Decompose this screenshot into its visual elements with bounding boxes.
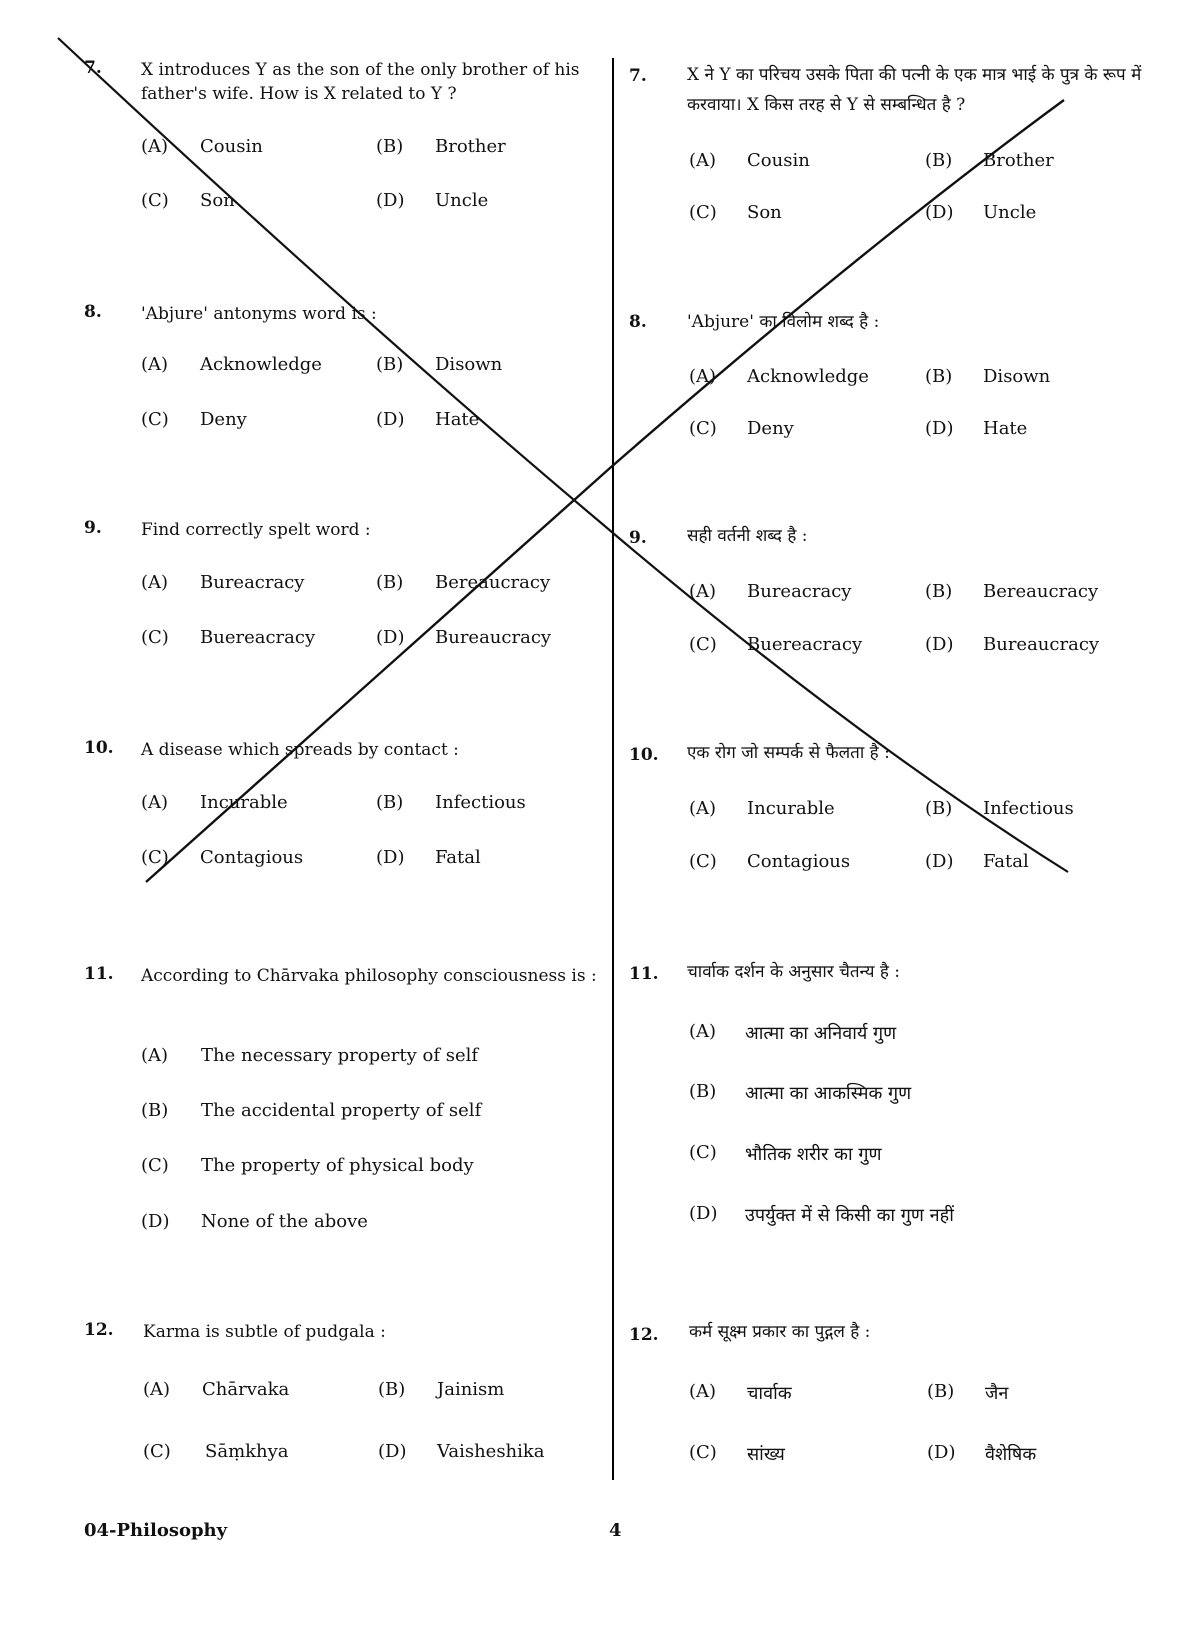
option-a: (A) चार्वाक [689,1381,792,1404]
cross-stroke-ascending [146,100,1100,882]
option-d: (D) Uncle [925,202,1037,223]
option-d: (D) Uncle [376,190,489,211]
question-number: 10. [629,745,659,765]
question-number: 9. [629,528,647,548]
option-a: (A) Cousin [689,150,810,171]
question-number: 8. [84,302,102,322]
option-b: (B) Disown [376,354,503,375]
question-text: एक रोग जो सम्पर्क से फैलता है : [687,743,890,763]
option-a: (A) Cousin [141,136,263,157]
option-d: (D) Vaisheshika [378,1441,545,1462]
option-d: (D) Hate [376,409,480,430]
question-text: According to Chārvaka philosophy consciousness is : [141,966,597,986]
question-text: सही वर्तनी शब्द है : [687,526,808,546]
question-number: 9. [84,518,102,538]
option-b: (B) Brother [376,136,506,157]
option-d: (D) उपर्युक्त में से किसी का गुण नहीं [689,1203,954,1226]
question-text: चार्वाक दर्शन के अनुसार चैतन्य है : [687,962,900,982]
option-b: (B) Jainism [378,1379,505,1400]
option-a: (A) Bureacracy [689,581,852,602]
option-d: (D) Bureaucracy [925,634,1100,655]
option-c: (C) Contagious [141,847,304,868]
question-text: कर्म सूक्ष्म प्रकार का पुद्गल है : [689,1322,871,1342]
question-text: 'Abjure' का विलोम शब्द है : [687,312,880,332]
question-text: X introduces Y as the son of the only brother of his father's wife. How is X related to Y ? [141,60,580,104]
option-d: (D) None of the above [141,1211,368,1232]
option-c: (C) भौतिक शरीर का गुण [689,1142,882,1165]
option-c: (C) Buereacracy [141,627,316,648]
option-c: (C) Buereacracy [689,634,863,655]
option-a: (A) Bureacracy [141,572,305,593]
option-b: (B) Infectious [925,798,1074,819]
option-b: (B) आत्मा का आकस्मिक गुण [689,1081,912,1104]
question-text: Find correctly spelt word : [141,520,371,540]
option-a: (A) The necessary property of self [141,1045,479,1066]
option-c: (C) Sāṃkhya [143,1441,289,1462]
option-d: (D) Hate [925,418,1028,439]
question-text: X ने Y का परिचय उसके पिता की पत्नी के एक मात्र भाई के पुत्र के रूप में करवाया। X किस तरह से Y से सम्बन्धित है ? [687,65,1142,115]
option-c: (C) Deny [141,409,247,430]
footer-subject: 04-Philosophy [84,1520,228,1541]
option-d: (D) Bureaucracy [376,627,552,648]
cross-stroke-descending [58,38,1100,872]
option-b: (B) Infectious [376,792,526,813]
option-b: (B) Bereaucracy [376,572,551,593]
question-number: 10. [84,738,114,758]
question-number: 12. [84,1320,114,1340]
option-a: (A) Acknowledge [141,354,322,375]
question-number: 11. [629,964,659,984]
option-b: (B) Bereaucracy [925,581,1099,602]
option-b: (B) जैन [927,1381,1009,1404]
option-a: (A) Acknowledge [689,366,869,387]
option-a: (A) आत्मा का अनिवार्य गुण [689,1021,897,1044]
question-number: 7. [84,58,102,78]
question-text: 'Abjure' antonyms word is : [141,304,377,324]
question-text: A disease which spreads by contact : [141,740,459,760]
option-d: (D) Fatal [376,847,481,868]
option-a: (A) Incurable [141,792,288,813]
option-c: (C) The property of physical body [141,1155,474,1176]
question-number: 7. [629,66,647,86]
option-d: (D) Fatal [925,851,1029,872]
option-b: (B) Brother [925,150,1054,171]
option-a: (A) Chārvaka [143,1379,290,1400]
option-a: (A) Incurable [689,798,835,819]
option-b: (B) The accidental property of self [141,1100,482,1121]
question-number: 12. [629,1325,659,1345]
question-number: 11. [84,964,114,984]
question-text: Karma is subtle of pudgala : [143,1322,386,1342]
option-b: (B) Disown [925,366,1051,387]
option-d: (D) वैशेषिक [927,1442,1037,1465]
question-number: 8. [629,312,647,332]
option-c: (C) Contagious [689,851,851,872]
page-number: 4 [609,1520,622,1541]
option-c: (C) Deny [689,418,794,439]
option-c: (C) सांख्य [689,1442,785,1465]
option-c: (C) Son [141,190,235,211]
option-c: (C) Son [689,202,782,223]
